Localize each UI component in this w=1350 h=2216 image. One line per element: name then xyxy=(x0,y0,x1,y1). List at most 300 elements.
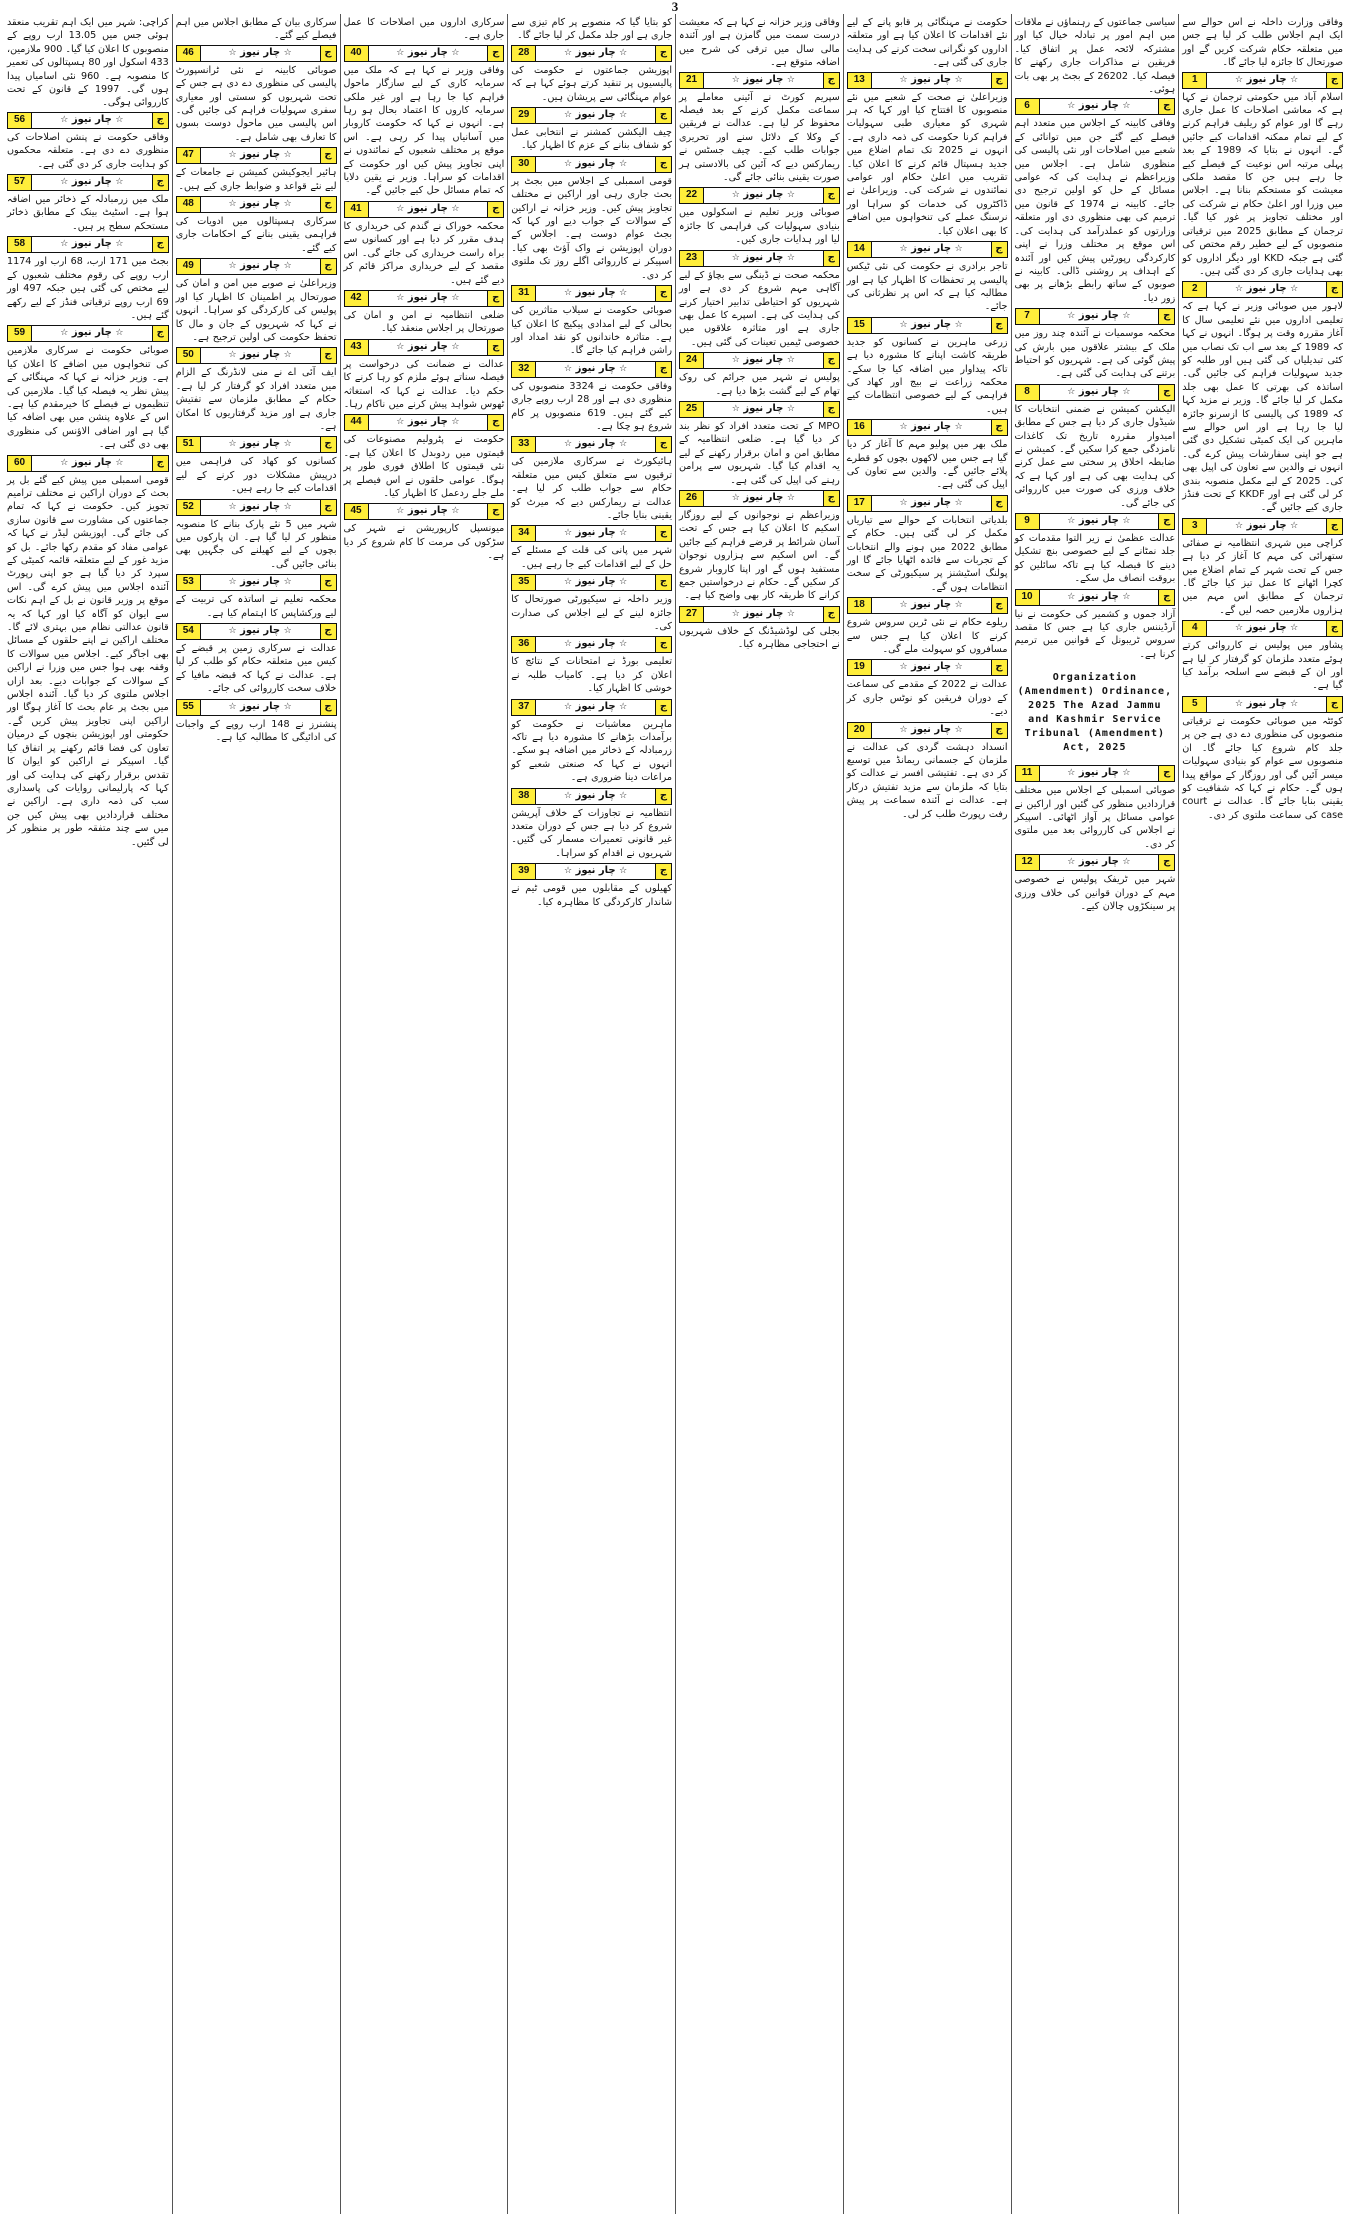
news-item xyxy=(176,623,337,696)
brand-name xyxy=(872,723,991,738)
item-number: 41 xyxy=(345,202,369,217)
news-item-header xyxy=(511,107,672,124)
news-item xyxy=(847,419,1008,492)
brand-logo-icon: ج xyxy=(320,624,336,639)
star-icon: ☆ xyxy=(786,403,795,414)
news-item-header xyxy=(511,361,672,378)
news-item xyxy=(847,495,1008,594)
news-item-header xyxy=(847,722,1008,739)
item-number: 35 xyxy=(512,575,536,590)
news-item-header xyxy=(511,285,672,302)
brand-name xyxy=(201,437,320,452)
star-icon: ☆ xyxy=(1067,857,1076,868)
star-icon: ☆ xyxy=(954,662,963,673)
brand-logo-icon: ج xyxy=(655,362,671,377)
brand-label: چار نیوز xyxy=(240,198,281,210)
news-item-text: ریلوے حکام نے نئی ٹرین سروس شروع کرنے کا اعلان کیا ہے جس سے مسافروں کو سہولت ملے گی۔ xyxy=(846,617,1008,656)
news-item-header xyxy=(344,201,505,218)
star-icon: ☆ xyxy=(228,501,237,512)
item-number: 32 xyxy=(512,362,536,377)
brand-label: چار نیوز xyxy=(743,73,784,85)
brand-name xyxy=(369,46,488,61)
item-number: 14 xyxy=(848,242,872,257)
star-icon: ☆ xyxy=(283,150,292,161)
item-number: 50 xyxy=(177,348,201,363)
news-item-header xyxy=(1015,308,1176,325)
news-column xyxy=(843,14,1011,2214)
star-icon: ☆ xyxy=(731,355,740,366)
brand-label: چار نیوز xyxy=(407,505,448,517)
news-item-text: عدالت نے سرکاری زمین پر قبضے کے کیس میں متعلقہ حکام کو طلب کر لیا ہے۔ عدالت نے کہا کہ قبضہ مافیا کے خلاف سخت کارروائی کی جائے۔ xyxy=(175,643,337,695)
star-icon: ☆ xyxy=(1122,101,1131,112)
brand-name xyxy=(872,598,991,613)
news-item xyxy=(176,147,337,193)
item-number: 60 xyxy=(8,456,32,471)
news-item xyxy=(847,722,1008,821)
star-icon: ☆ xyxy=(731,403,740,414)
brand-label: چار نیوز xyxy=(575,46,616,58)
star-icon: ☆ xyxy=(1235,74,1244,85)
star-icon: ☆ xyxy=(1290,284,1299,295)
news-item xyxy=(679,250,840,349)
star-icon: ☆ xyxy=(283,261,292,272)
star-icon: ☆ xyxy=(899,74,908,85)
star-icon: ☆ xyxy=(619,47,628,58)
star-icon: ☆ xyxy=(564,288,573,299)
star-icon: ☆ xyxy=(899,600,908,611)
item-number: 31 xyxy=(512,286,536,301)
item-number: 15 xyxy=(848,318,872,333)
brand-label: چار نیوز xyxy=(1078,385,1119,397)
star-icon: ☆ xyxy=(396,47,405,58)
news-item-text: قومی اسمبلی کے اجلاس میں بجٹ پر بحث جاری رہی اور اراکین نے مختلف تجاویز پیش کیں۔ وزیر خزانہ نے اراکین کے سوالات کے جواب دیے اور کہا کہ بجٹ عوام دوست ہے۔ اجلاس کے دوران اپوزیشن نے واک آؤٹ بھی کیا۔ اسپیکر نے کارروائی اگلے روز تک ملتوی کر دی۔ xyxy=(511,175,672,281)
news-item xyxy=(344,503,505,562)
brand-label: چار نیوز xyxy=(1246,73,1287,85)
news-item-text: وزیراعلیٰ نے صحت کے شعبے میں نئے منصوبوں کا افتتاح کیا اور کہا کہ ہر شہری کو معیاری طبی سہولیات فراہم کرنا حکومت کی ذمہ داری ہے۔ انہوں نے 2025 تک تمام اضلاع میں جدید ہسپتال قائم کرنے کا اعلان کیا۔ تقریب میں اعلیٰ حکام اور عوامی نمائندوں نے شرکت کی۔ وزیراعلیٰ نے ڈاکٹروں کی خدمات کو سراہا اور نرسنگ عملے کی تنخواہوں میں اضافے کا بھی اعلان کیا۔ xyxy=(846,91,1008,237)
news-item-text: صوبائی حکومت نے سیلاب متاثرین کی بحالی کے لیے امدادی پیکیج کا اعلان کیا ہے۔ متاثرہ خاندانوں کو نقد امداد اور راشن فراہم کیا جائے گا۔ xyxy=(511,305,672,357)
brand-label: چار نیوز xyxy=(743,189,784,201)
news-item xyxy=(511,636,672,695)
news-item xyxy=(1015,513,1176,586)
star-icon: ☆ xyxy=(1122,768,1131,779)
star-icon: ☆ xyxy=(228,439,237,450)
star-icon: ☆ xyxy=(60,328,69,339)
brand-label: چار نیوز xyxy=(240,46,281,58)
brand-logo-icon: ج xyxy=(655,789,671,804)
brand-name xyxy=(1040,855,1159,870)
brand-logo-icon: ج xyxy=(991,242,1007,257)
star-icon: ☆ xyxy=(731,190,740,201)
news-item-header xyxy=(344,503,505,520)
brand-name xyxy=(32,175,152,190)
item-number: 37 xyxy=(512,700,536,715)
news-item-text: صوبائی وزیر تعلیم نے اسکولوں میں بنیادی سہولیات کی فراہمی کا جائزہ لیا اور ہدایات جاری کیں۔ xyxy=(679,207,840,246)
brand-label: چار نیوز xyxy=(575,527,616,539)
item-number: 36 xyxy=(512,637,536,652)
brand-logo-icon: ج xyxy=(152,113,168,128)
brand-label: چار نیوز xyxy=(575,362,616,374)
news-item xyxy=(1182,518,1343,617)
news-item-text: محکمہ تعلیم نے اساتذہ کی تربیت کے لیے ورکشاپس کا اہتمام کیا ہے۔ xyxy=(175,594,337,619)
item-number: 39 xyxy=(512,864,536,879)
news-item xyxy=(1015,308,1176,381)
news-item-header xyxy=(176,436,337,453)
news-item-text: انتظامیہ نے تجاوزات کے خلاف آپریشن شروع کر دیا ہے جس کے دوران متعدد غیر قانونی تعمیرات مسمار کی گئیں۔ شہریوں نے اقدام کو سراہا۔ xyxy=(511,807,672,859)
star-icon: ☆ xyxy=(228,47,237,58)
brand-name xyxy=(369,202,488,217)
star-icon: ☆ xyxy=(786,355,795,366)
news-item xyxy=(176,258,337,344)
brand-logo-icon: ج xyxy=(1326,73,1342,88)
news-item xyxy=(1015,589,1176,756)
star-icon: ☆ xyxy=(60,239,69,250)
brand-label: چار نیوز xyxy=(1246,519,1287,531)
star-icon: ☆ xyxy=(283,501,292,512)
brand-label: چار نیوز xyxy=(575,865,616,877)
news-item-header xyxy=(511,156,672,173)
item-number: 11 xyxy=(1016,766,1040,781)
brand-name xyxy=(872,242,991,257)
brand-logo-icon: ج xyxy=(320,148,336,163)
news-item-header xyxy=(344,45,505,62)
item-number: 47 xyxy=(177,148,201,163)
star-icon: ☆ xyxy=(954,600,963,611)
news-item-header xyxy=(679,352,840,369)
news-item xyxy=(7,174,169,233)
item-number: 44 xyxy=(345,415,369,430)
news-item xyxy=(511,863,672,909)
news-item-header xyxy=(511,788,672,805)
news-item xyxy=(511,788,672,861)
star-icon: ☆ xyxy=(954,497,963,508)
star-icon: ☆ xyxy=(564,363,573,374)
star-icon: ☆ xyxy=(228,577,237,588)
brand-name xyxy=(32,326,152,341)
item-number: 17 xyxy=(848,496,872,511)
brand-logo-icon: ج xyxy=(823,188,839,203)
news-item-header xyxy=(7,455,169,472)
brand-logo-icon: ج xyxy=(152,456,168,471)
item-number: 2 xyxy=(1183,282,1207,297)
brand-label: چار نیوز xyxy=(407,340,448,352)
star-icon: ☆ xyxy=(451,506,460,517)
brand-label: چار نیوز xyxy=(911,243,952,255)
star-icon: ☆ xyxy=(954,422,963,433)
item-number: 25 xyxy=(680,402,704,417)
news-item-header xyxy=(1182,72,1343,89)
brand-label: چار نیوز xyxy=(1078,767,1119,779)
brand-name xyxy=(1040,99,1159,114)
star-icon: ☆ xyxy=(115,239,124,250)
brand-label: چار نیوز xyxy=(1246,697,1287,709)
star-icon: ☆ xyxy=(1067,101,1076,112)
star-icon: ☆ xyxy=(283,199,292,210)
star-icon: ☆ xyxy=(954,74,963,85)
star-icon: ☆ xyxy=(1067,516,1076,526)
news-item xyxy=(511,436,672,522)
news-item-text: اپوزیشن جماعتوں نے حکومت کی پالیسیوں پر تنقید کرتے ہوئے کہا ہے کہ عوام مہنگائی سے پریشان ہیں۔ xyxy=(511,64,672,103)
news-item-text: وفاقی حکومت نے 3324 منصوبوں کی منظوری دی ہے اور 28 ارب روپے جاری کیے گئے ہیں۔ 619 منصوبوں پر کام شروع ہو چکا ہے۔ xyxy=(511,380,672,432)
news-item xyxy=(511,107,672,153)
star-icon: ☆ xyxy=(619,866,628,877)
brand-logo-icon: ج xyxy=(320,348,336,363)
item-number: 9 xyxy=(1016,514,1040,529)
brand-name xyxy=(201,46,320,61)
star-icon: ☆ xyxy=(954,724,963,735)
brand-label: چار نیوز xyxy=(71,176,112,188)
column-lead-text: سیاسی جماعتوں کے رہنماؤں نے ملاقات میں اہم امور پر تبادلہ خیال کیا اور مشترکہ لائحہ عمل پر اتفاق کیا۔ فریقین نے مذاکرات جاری رکھنے کا فیصلہ کیا۔ 26202 کے بجٹ پر بھی بات ہوئی۔ xyxy=(1014,17,1176,96)
brand-name xyxy=(201,500,320,515)
brand-name xyxy=(536,108,655,123)
news-item-text: وفاقی حکومت نے پنشن اصلاحات کی منظوری دے دی ہے۔ متعلقہ محکموں کو ہدایت جاری کر دی گئی ہے۔ xyxy=(7,131,169,170)
news-item-text: لاہور میں صوبائی وزیر نے کہا ہے کہ تعلیمی اداروں میں نئے تعلیمی سال کا آغاز مقررہ وقت پر ہوگا۔ انہوں نے کہا کہ 1989 کے بعد سے اب تک نصاب میں کئی تبدیلیاں کی گئی ہیں اور طلبہ کو جدید سہولیات فراہم کی جائیں گی۔ اساتذہ کی بھرتی کا عمل بھی جلد مکمل کر لیا جائے گا۔ وزیر نے مزید کہا کہ 1989 کی پالیسی کا ازسرنو جائزہ لیا جا رہا ہے اور اس حوالے سے ماہرین کی ایک کمیٹی تشکیل دی گئی ہے جو اپنی سفارشات پیش کرے گی۔ انہوں نے والدین سے تعاون کی اپیل بھی کی۔ 2025 کے لیے مکمل منصوبہ بندی کر لی گئی ہے اور KKDF کے تحت فنڈز جاری کیے جائیں گے۔ xyxy=(1182,301,1343,514)
star-icon: ☆ xyxy=(564,439,573,450)
brand-label: چار نیوز xyxy=(1078,100,1119,112)
brand-label: چار نیوز xyxy=(407,291,448,303)
news-item-header xyxy=(344,339,505,356)
news-item-header xyxy=(176,347,337,364)
brand-logo-icon: ج xyxy=(1158,590,1174,605)
star-icon: ☆ xyxy=(1235,284,1244,295)
brand-logo-icon: ج xyxy=(1158,309,1174,324)
news-item-header xyxy=(679,187,840,204)
item-number: 48 xyxy=(177,197,201,212)
star-icon: ☆ xyxy=(564,110,573,121)
brand-name xyxy=(536,157,655,172)
star-icon: ☆ xyxy=(786,190,795,201)
brand-label: چار نیوز xyxy=(407,46,448,58)
brand-logo-icon: ج xyxy=(655,437,671,452)
news-item-text: اسلام آباد میں حکومتی ترجمان نے کہا ہے کہ معاشی اصلاحات کا عمل جاری رہے گا اور عوام کو ریلیف فراہم کرنے کے لیے تمام ممکنہ اقدامات کیے جائیں گے۔ انہوں نے بتایا کہ 1989 کے بعد پہلی مرتبہ اس نوعیت کے فیصلے کیے جا رہے ہیں جن کا مقصد ملکی معیشت کو مستحکم بنانا ہے۔ اجلاس میں وزرا اور اعلیٰ حکام نے شرکت کی اور مختلف تجاویز پر غور کیا گیا۔ ترجمان کے مطابق 2025 میں ترقیاتی منصوبوں کے لیے خطیر رقم مختص کی گئی ہے جبکہ KKD اور دیگر اداروں کو بھی ہدایات جاری کر دی گئی ہیں۔ xyxy=(1182,91,1344,277)
brand-label: چار نیوز xyxy=(911,73,952,85)
news-item-text: صوبائی اسمبلی کے اجلاس میں مختلف قراردادیں منظور کی گئیں اور اراکین نے عوامی مسائل پر آواز اٹھائی۔ اسپیکر نے اجلاس کی کارروائی بعد میں ملتوی کر دی۔ xyxy=(1014,785,1176,850)
brand-name xyxy=(1040,590,1159,605)
news-item xyxy=(176,499,337,572)
brand-label: چار نیوز xyxy=(575,638,616,650)
news-item-header xyxy=(511,574,672,591)
news-item xyxy=(847,597,1008,656)
news-column xyxy=(1011,14,1179,2214)
brand-logo-icon: ج xyxy=(320,700,336,715)
news-item-header xyxy=(1182,696,1343,713)
star-icon: ☆ xyxy=(1067,386,1076,397)
news-item-header xyxy=(847,72,1008,89)
star-icon: ☆ xyxy=(1235,698,1244,709)
news-item-header xyxy=(1182,518,1343,535)
brand-logo-icon: ج xyxy=(991,73,1007,88)
brand-name xyxy=(201,259,320,274)
brand-logo-icon: ج xyxy=(1158,766,1174,781)
star-icon: ☆ xyxy=(619,701,628,712)
star-icon: ☆ xyxy=(1290,623,1299,634)
star-icon: ☆ xyxy=(60,114,69,125)
brand-logo-icon: ج xyxy=(1158,99,1174,114)
star-icon: ☆ xyxy=(228,626,237,636)
news-item-header xyxy=(176,45,337,62)
brand-label: چار نیوز xyxy=(743,354,784,366)
column-lead-text: سرکاری اداروں میں اصلاحات کا عمل جاری ہے۔ xyxy=(343,17,505,42)
brand-name xyxy=(536,864,655,879)
news-item xyxy=(176,436,337,495)
brand-name xyxy=(704,251,823,266)
star-icon: ☆ xyxy=(731,608,740,619)
brand-logo-icon: ج xyxy=(655,700,671,715)
star-icon: ☆ xyxy=(115,457,124,468)
star-icon: ☆ xyxy=(899,662,908,673)
news-item-text: چیف الیکشن کمشنر نے انتخابی عمل کو شفاف بنانے کے عزم کا اظہار کیا۔ xyxy=(511,127,672,152)
brand-name xyxy=(32,237,152,252)
brand-label: چار نیوز xyxy=(575,109,616,121)
news-item-header xyxy=(679,72,840,89)
news-item xyxy=(176,45,337,144)
brand-logo-icon: ج xyxy=(320,575,336,590)
item-number: 30 xyxy=(512,157,536,172)
star-icon: ☆ xyxy=(60,457,69,468)
brand-name xyxy=(704,607,823,622)
news-item-text: وزیراعلیٰ نے صوبے میں امن و امان کی صورتحال پر اطمینان کا اظہار کیا اور پولیس کی کارکردگی کو سراہا۔ انہوں نے کہا کہ شہریوں کے جان و مال کا تحفظ حکومت کی اولین ترجیح ہے۔ xyxy=(175,278,337,343)
brand-label: چار نیوز xyxy=(911,318,952,330)
news-item xyxy=(344,45,505,198)
brand-name xyxy=(1207,697,1326,712)
brand-name xyxy=(536,362,655,377)
item-number: 4 xyxy=(1183,621,1207,636)
star-icon: ☆ xyxy=(228,150,237,161)
star-icon: ☆ xyxy=(451,341,460,352)
brand-label: چار نیوز xyxy=(743,491,784,503)
news-item xyxy=(1182,696,1343,822)
news-item xyxy=(7,112,169,171)
brand-name xyxy=(369,504,488,519)
star-icon: ☆ xyxy=(451,203,460,214)
brand-name xyxy=(1040,309,1159,324)
news-item xyxy=(7,455,169,849)
brand-logo-icon: ج xyxy=(823,353,839,368)
brand-name xyxy=(872,660,991,675)
news-item-text: وفاقی کابینہ کے اجلاس میں متعدد اہم فیصلے کیے گئے جن میں توانائی کے شعبے میں اصلاحات اور نئی پالیسی کی منظوری شامل ہے۔ اجلاس میں وزیراعظم نے ہدایت کی کہ عوامی مسائل کے حل کو اولین ترجیح دی جائے۔ کابینہ نے 1974 کے قانون میں ترمیم کی بھی منظوری دی اور متعلقہ وزارتوں کو عملدرآمد کی ہدایت کی۔ اس موقع پر مختلف وزرا نے اپنی کارکردگی رپورٹیں پیش کیں اور آئندہ کے اہداف پر روشنی ڈالی۔ کابینہ نے صوبوں کے ساتھ رابطے بڑھانے پر بھی زور دیا۔ xyxy=(1014,118,1176,304)
news-item-text: بلدیاتی انتخابات کے حوالے سے تیاریاں مکمل کر لی گئی ہیں۔ حکام کے مطابق 2022 میں ہونے والے انتخابات کے تجربات سے فائدہ اٹھایا جائے گا اور پولنگ اسٹیشنز پر سیکیورٹی کے سخت انتظامات ہوں گے۔ xyxy=(846,514,1008,593)
item-number: 10 xyxy=(1016,590,1040,605)
star-icon: ☆ xyxy=(1067,768,1076,779)
news-item-text: میونسپل کارپوریشن نے شہر کی سڑکوں کی مرمت کا کام شروع کر دیا ہے۔ xyxy=(343,523,505,562)
brand-name xyxy=(369,291,488,306)
brand-logo-icon: ج xyxy=(1158,855,1174,870)
news-item xyxy=(511,525,672,571)
brand-label: چار نیوز xyxy=(240,438,281,450)
brand-name xyxy=(872,420,991,435)
news-item-header xyxy=(847,419,1008,436)
brand-logo-icon: ج xyxy=(320,437,336,452)
item-number: 56 xyxy=(8,113,32,128)
item-number: 46 xyxy=(177,46,201,61)
news-item-text: ہائیر ایجوکیشن کمیشن نے جامعات کے لیے نئے قواعد و ضوابط جاری کیے ہیں۔ xyxy=(175,167,337,192)
news-item xyxy=(344,414,505,500)
brand-logo-icon: ج xyxy=(823,402,839,417)
brand-label: چار نیوز xyxy=(575,789,616,801)
news-item-text: ضلعی انتظامیہ نے امن و امان کی صورتحال پر اجلاس منعقد کیا۔ xyxy=(343,309,505,335)
news-item-text: عدالت نے ضمانت کی درخواست پر فیصلہ سناتے ہوئے ملزم کو رہا کرنے کا حکم دیا۔ عدالت نے کہا کہ استغاثہ ٹھوس شواہد پیش کرنے میں ناکام رہا۔ xyxy=(343,358,505,410)
brand-logo-icon: ج xyxy=(655,864,671,879)
news-item-text: تاجر برادری نے حکومت کی نئی ٹیکس پالیسی پر تحفظات کا اظہار کیا ہے اور مطالبہ کیا ہے کہ اس پر نظرثانی کی جائے۔ xyxy=(846,261,1008,313)
news-item-text: ہائیکورٹ نے سرکاری ملازمین کی ترقیوں سے متعلق کیس میں متعلقہ حکام سے جواب طلب کر لیا ہے۔ عدالت نے ریمارکس دیے کہ میرٹ کو یقینی بنایا جائے۔ xyxy=(511,456,672,521)
brand-label: چار نیوز xyxy=(240,700,281,712)
news-item xyxy=(7,325,169,451)
brand-logo-icon: ج xyxy=(487,415,503,430)
star-icon: ☆ xyxy=(1122,386,1131,397)
brand-name xyxy=(1207,519,1326,534)
brand-label: چار نیوز xyxy=(71,113,112,125)
news-item-text: صوبائی کابینہ نے نئی ٹرانسپورٹ پالیسی کی منظوری دے دی ہے جس کے تحت شہریوں کو سستی اور معیاری سفری سہولیات فراہم کی جائیں گی۔ اس پالیسی میں ماحول دوست بسوں کا تعارف بھی شامل ہے۔ xyxy=(175,64,337,143)
brand-name xyxy=(536,437,655,452)
news-item-text: وزیر داخلہ نے سیکیورٹی صورتحال کا جائزہ لینے کے لیے اجلاس کی صدارت کی۔ xyxy=(511,594,672,632)
brand-name xyxy=(536,286,655,301)
news-item-text: تعلیمی بورڈ نے امتحانات کے نتائج کا اعلان کر دیا ہے۔ کامیاب طلبہ نے خوشی کا اظہار کیا۔ xyxy=(511,656,672,695)
star-icon: ☆ xyxy=(115,177,124,188)
item-number: 42 xyxy=(345,291,369,306)
news-item xyxy=(847,241,1008,314)
news-item-text: محکمہ موسمیات نے آئندہ چند روز میں ملک کے بیشتر علاقوں میں بارش کی پیش گوئی کی ہے۔ شہریوں کو احتیاط برتنے کی ہدایت کی گئی ہے۔ xyxy=(1014,328,1176,380)
brand-label: چار نیوز xyxy=(575,287,616,299)
brand-label: چار نیوز xyxy=(240,349,281,361)
news-item-header xyxy=(344,290,505,307)
brand-label: چار نیوز xyxy=(575,157,616,169)
news-item-text: شہر میں 5 نئے پارک بنانے کا منصوبہ منظور کر لیا گیا ہے۔ ان پارکوں میں بچوں کے لیے کھیلنے کی جگہیں بھی بنائی جائیں گی۔ xyxy=(175,518,337,570)
brand-logo-icon: ج xyxy=(320,500,336,515)
item-number: 57 xyxy=(8,175,32,190)
brand-logo-icon: ج xyxy=(991,420,1007,435)
news-column xyxy=(4,14,172,2214)
star-icon: ☆ xyxy=(1290,520,1299,531)
item-number: 51 xyxy=(177,437,201,452)
brand-name xyxy=(704,353,823,368)
brand-label: چار نیوز xyxy=(407,202,448,214)
star-icon: ☆ xyxy=(786,252,795,263)
news-item-header xyxy=(847,659,1008,676)
news-item-text: پشاور میں پولیس نے کارروائی کرتے ہوئے متعدد ملزمان کو گرفتار کر لیا ہے اور ان کے قبضے سے اسلحہ برآمد کیا گیا ہے۔ xyxy=(1182,640,1343,692)
news-item-header xyxy=(679,606,840,623)
news-item xyxy=(1015,384,1176,510)
news-item-text: ملک میں زرمبادلہ کے ذخائر میں اضافہ ہوا ہے۔ اسٹیٹ بینک کے مطابق ذخائر مستحکم سطح پر ہیں۔ xyxy=(7,194,169,232)
brand-label: چار نیوز xyxy=(1078,310,1119,322)
star-icon: ☆ xyxy=(115,328,124,339)
star-icon: ☆ xyxy=(1235,623,1244,634)
star-icon: ☆ xyxy=(731,492,740,503)
brand-logo-icon: ج xyxy=(1326,621,1342,636)
brand-name xyxy=(536,789,655,804)
star-icon: ☆ xyxy=(786,492,795,503)
star-icon: ☆ xyxy=(451,292,460,303)
brand-logo-icon: ج xyxy=(823,73,839,88)
news-item-text: شہر میں ٹریفک پولیس نے خصوصی مہم کے دوران قوانین کی خلاف ورزی پر سینکڑوں چالان کیے۔ xyxy=(1014,874,1176,913)
brand-label: چار نیوز xyxy=(1246,622,1287,634)
item-number: 58 xyxy=(8,237,32,252)
news-item-text: بجلی کی لوڈشیڈنگ کے خلاف شہریوں نے احتجاجی مظاہرہ کیا۔ xyxy=(679,625,840,651)
brand-logo-icon: ج xyxy=(152,237,168,252)
brand-name xyxy=(536,526,655,541)
brand-logo-icon: ج xyxy=(823,491,839,506)
star-icon: ☆ xyxy=(564,158,573,169)
news-item-text: کسانوں کو کھاد کی فراہمی میں درپیش مشکلات دور کرنے کے لیے اقدامات کیے جا رہے ہیں۔ xyxy=(175,456,337,495)
star-icon: ☆ xyxy=(564,577,573,588)
news-item-header xyxy=(176,499,337,516)
item-number: 21 xyxy=(680,73,704,88)
brand-logo-icon: ج xyxy=(655,637,671,652)
item-number: 53 xyxy=(177,575,201,590)
item-number: 52 xyxy=(177,500,201,515)
item-number: 29 xyxy=(512,108,536,123)
star-icon: ☆ xyxy=(228,261,237,272)
brand-logo-icon: ج xyxy=(991,318,1007,333)
news-column xyxy=(172,14,340,2214)
